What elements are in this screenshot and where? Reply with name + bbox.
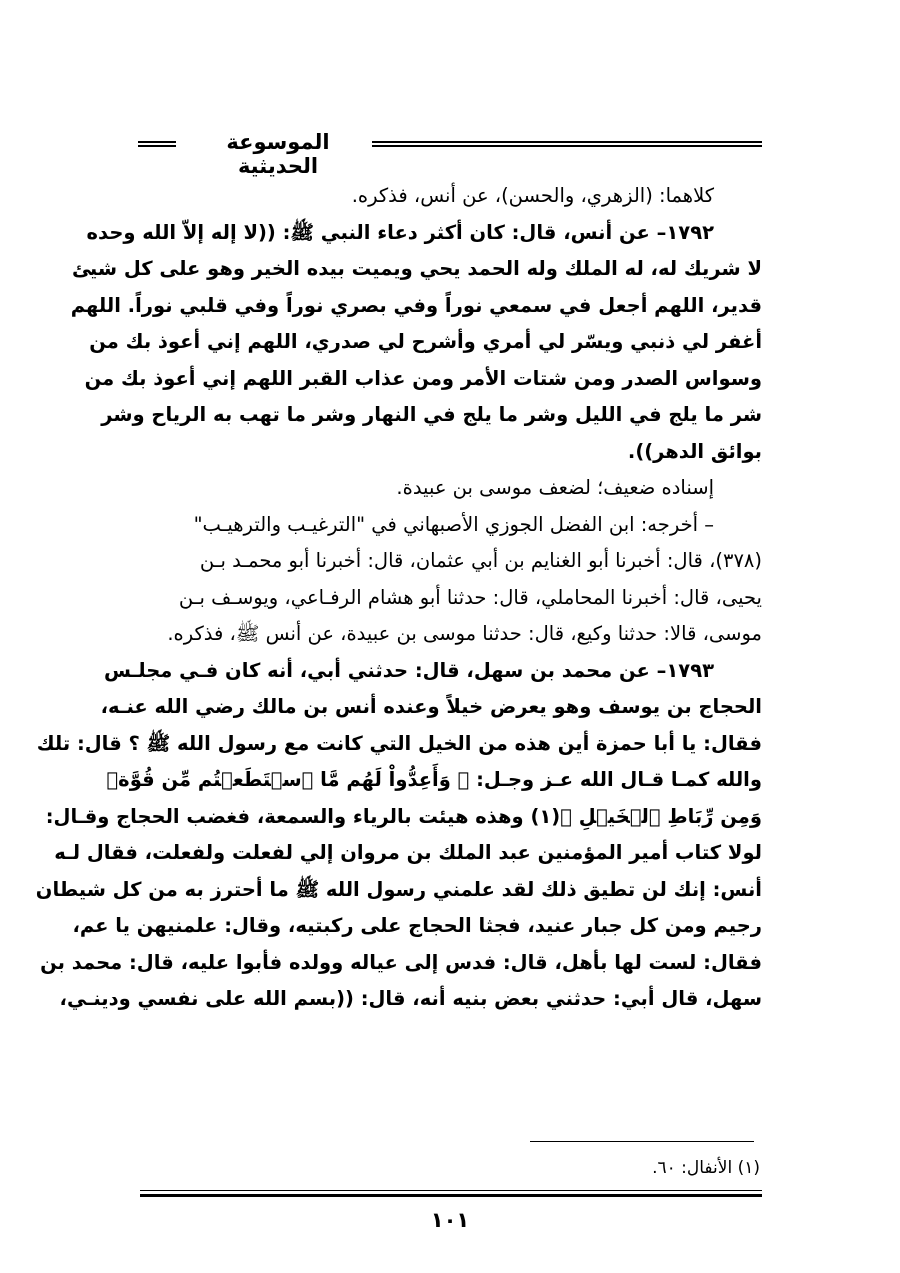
text-line: شر ما يلج في الليل وشر ما يلج في النهار وشر ما تهب به الرياح وشر bbox=[101, 403, 762, 426]
text-line: فقال: يا أبا حمزة أين هذه من الخيل التي كانت مع رسول الله ﷺ ؟ قال: تلك bbox=[36, 731, 762, 755]
text-line: يحيى، قال: أخبرنا المحاملي، قال: حدثنا أبو هشام الرفـاعي، ويوسـف بـن bbox=[178, 585, 762, 609]
header-rule-right bbox=[372, 141, 762, 149]
text-line: بوائق الدهر)). bbox=[627, 439, 762, 463]
footnote-separator bbox=[530, 1141, 754, 1142]
text-line: فقال: لست لها بأهل، قال: فدس إلى عياله وولده فأبوا عليه، قال: محمد بن bbox=[40, 950, 762, 974]
text-line: وسواس الصدر ومن شتات الأمر ومن عذاب القبر اللهم إني أعوذ بك من bbox=[84, 366, 762, 390]
page-number: ١٠١ bbox=[430, 1208, 470, 1232]
text-line: إسناده ضعيف؛ لضعف موسى بن عبيدة. bbox=[396, 476, 714, 499]
header-title: الموسوعة الحديثية bbox=[226, 130, 330, 178]
text-line: سهل، قال أبي: حدثني بعض بنيه أنه، قال: ((بسم الله على نفسي ودينـي، bbox=[59, 987, 762, 1010]
text-line: كلاهما: (الزهري، والحسن)، عن أنس، فذكره. bbox=[351, 184, 714, 207]
text-line: لولا كتاب أمير المؤمنين عبد الملك بن مروان إلي لفعلت ولفعلت، فقال لـه bbox=[54, 841, 762, 864]
footnote: (١) الأنفال: ٦٠. bbox=[652, 1158, 760, 1178]
text-line: (٣٧٨)، قال: أخبرنا أبو الغنايم بن أبي عثمان، قال: أخبرنا أبو محمـد بـن bbox=[199, 549, 762, 572]
text-line: – أخرجه: ابن الفضل الجوزي الأصبهاني في "الترغيـب والترهيـب" bbox=[193, 512, 714, 536]
text-line: قدير، اللهم أجعل في سمعي نوراً وفي بصري نوراً وفي قلبي نوراً. اللهم bbox=[70, 293, 762, 317]
text-line: رجيم ومن كل جبار عنيد، فجثا الحجاج على ركبتيه، وقال: علمنيهن يا عم، bbox=[72, 914, 762, 937]
text-line: أغفر لي ذنبي ويسّر لي أمري وأشرح لي صدري، اللهم إني أعوذ بك من bbox=[89, 330, 762, 353]
text-line: موسى، قالا: حدثنا وكيع، قال: حدثنا موسى بن عبيدة، عن أنس ﷺ، فذكره. bbox=[167, 622, 762, 645]
bottom-rule bbox=[140, 1190, 762, 1197]
text-line: ١٧٩٣– عن محمد بن سهل، قال: حدثني أبي، أنه كان فـي مجلـس bbox=[104, 658, 714, 682]
text-line: ١٧٩٢– عن أنس، قال: كان أكثر دعاء النبي ﷺ: ((لا إله إلاّ الله وحده bbox=[86, 220, 714, 244]
text-line: وَمِن رِّبَاطِ ٱلۡخَيۡلِ ﴾(١) وهذه هيئت بالرياء والسمعة، فغضب الحجاج وقـال: bbox=[45, 804, 762, 828]
text-line: لا شريك له، له الملك وله الحمد يحي ويميت بيده الخير وهو على كل شيئ bbox=[72, 257, 762, 280]
body-text bbox=[35, 178, 762, 1018]
header-rule-left bbox=[138, 141, 176, 149]
text-line: والله كمـا قـال الله عـز وجـل: ﴿ وَأَعِدُّواْ لَهُم مَّا ٱسۡتَطَعۡتُم مِّن قُوَّةٖ bbox=[106, 768, 762, 791]
running-header bbox=[138, 130, 762, 178]
text-line: أنس: إنك لن تطيق ذلك لقد علمني رسول الله ﷺ ما أحترز به من كل شيطان bbox=[35, 877, 762, 901]
text-line: الحجاج بن يوسف وهو يعرض خيلاً وعنده أنس بن مالك رضي الله عنـه، bbox=[100, 695, 762, 718]
